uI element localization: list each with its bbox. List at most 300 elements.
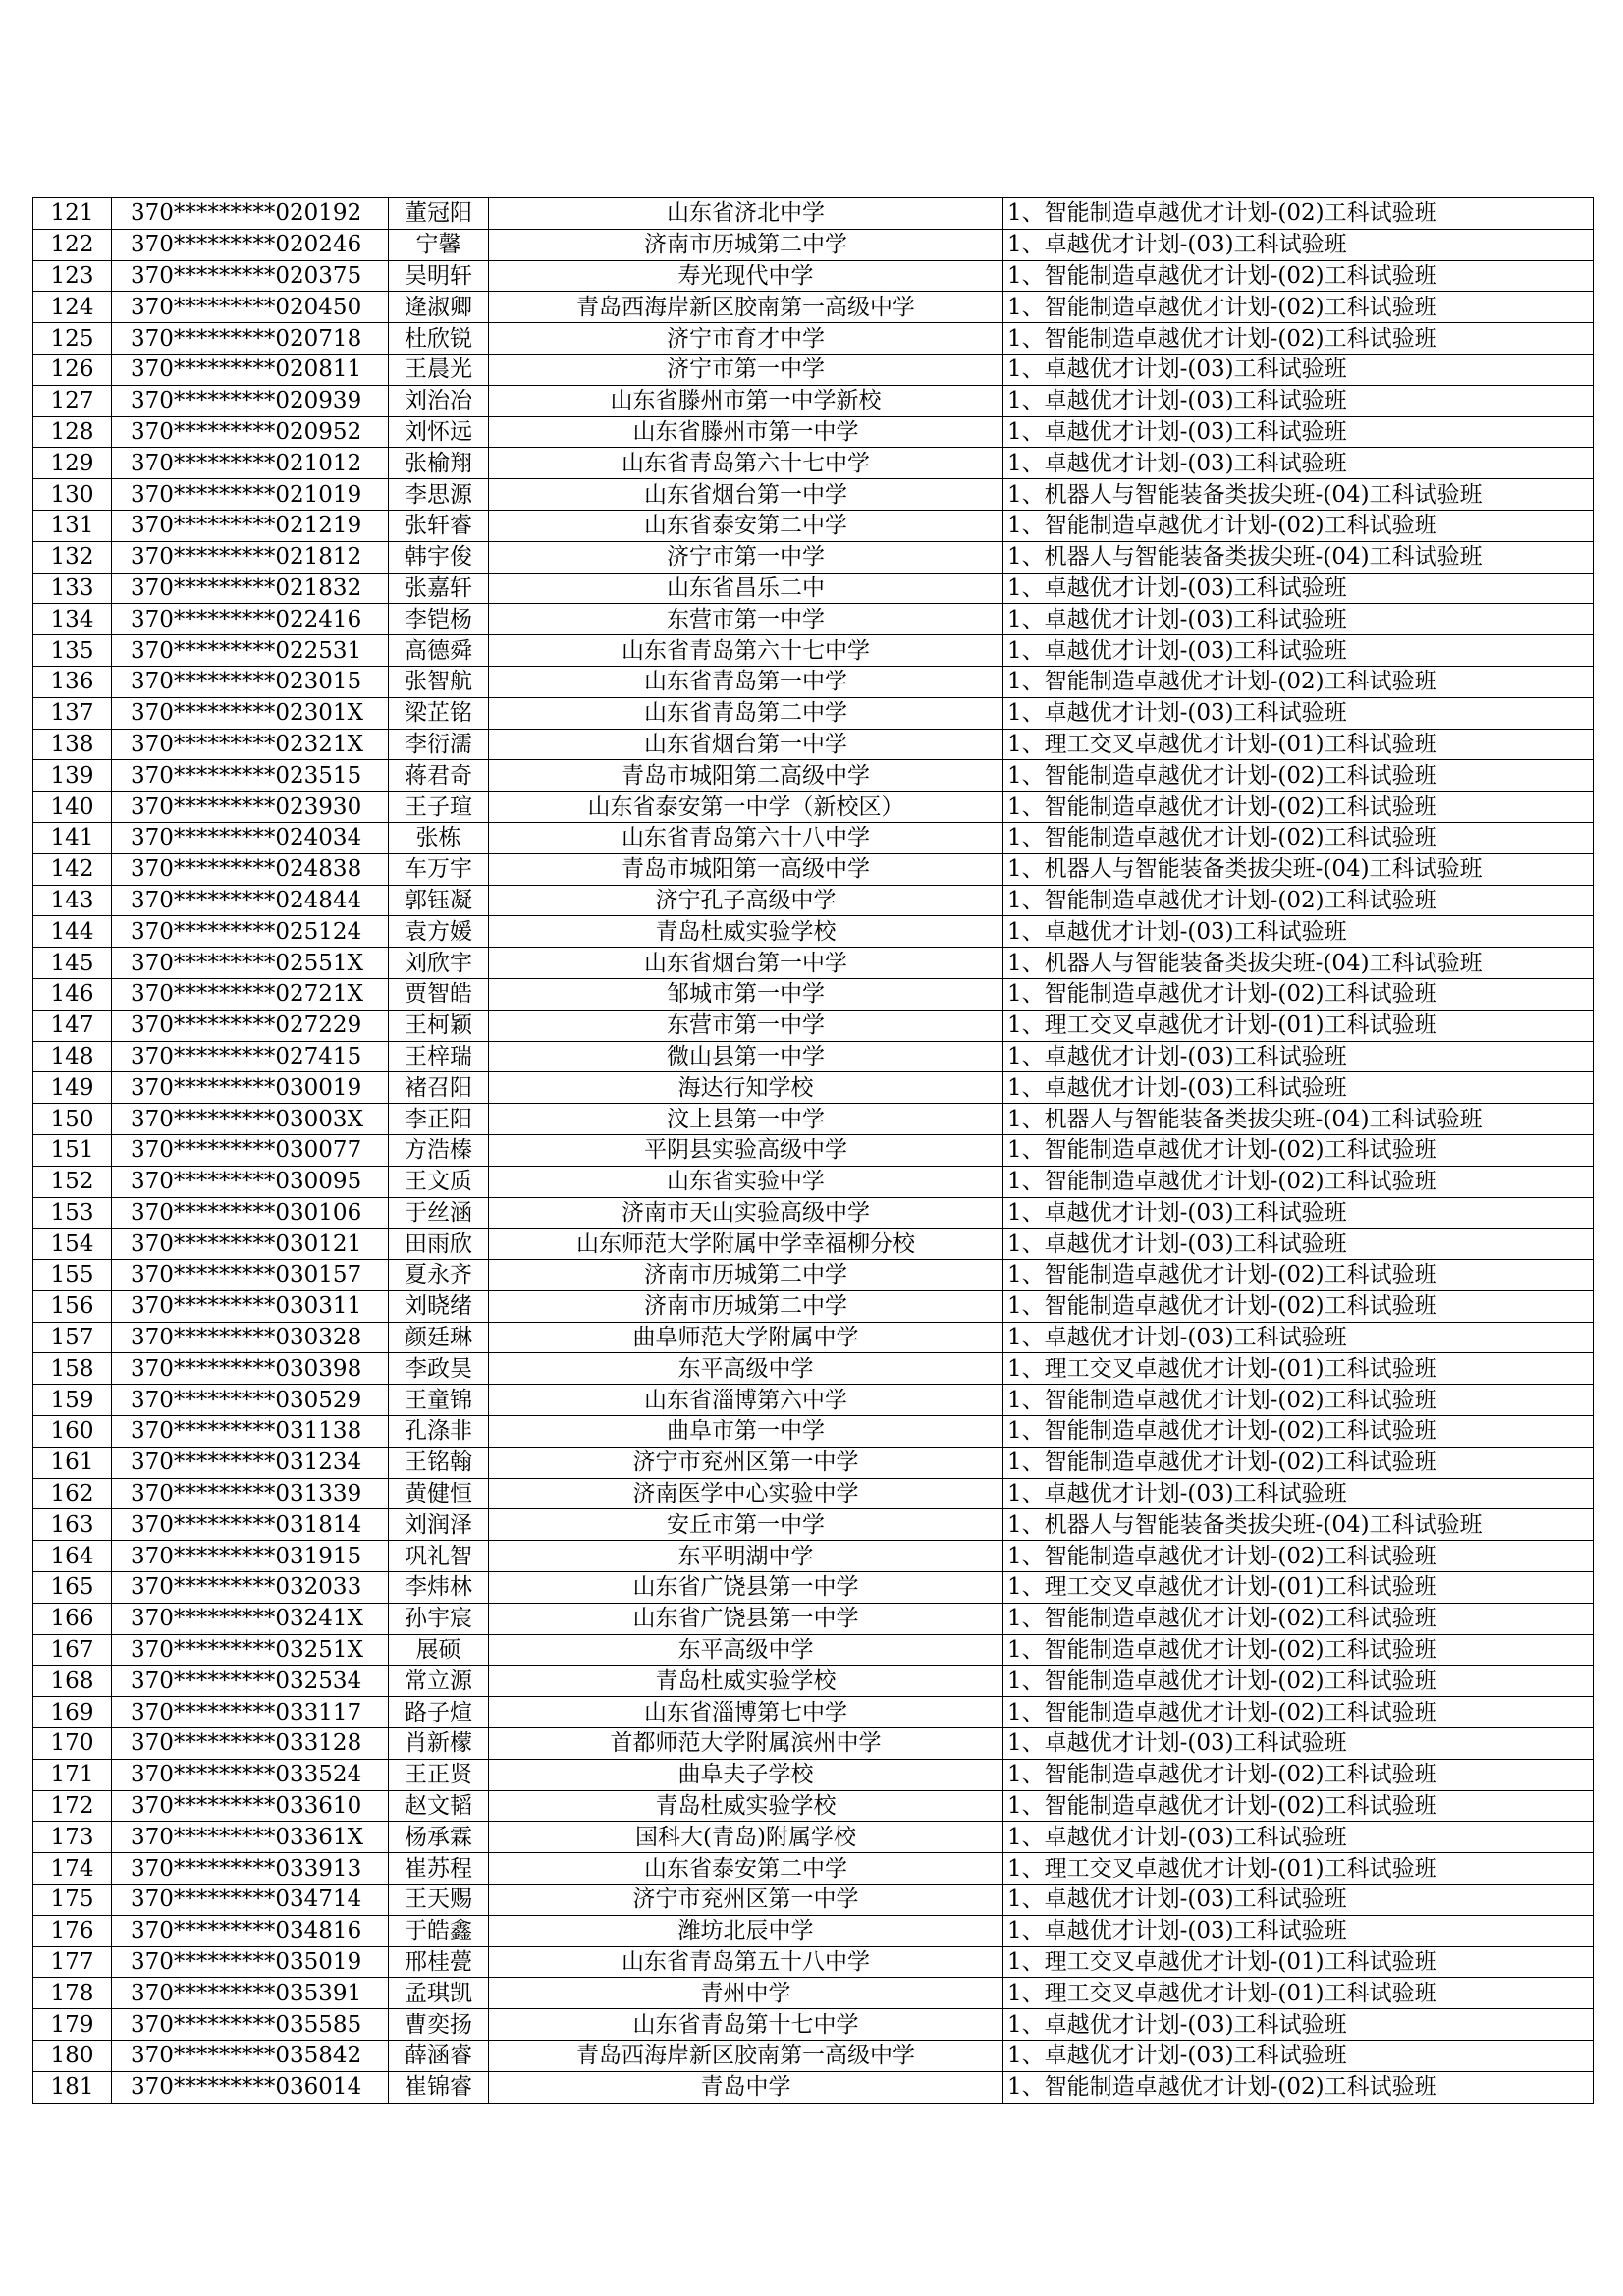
student-id-cell: 370*********03241X	[112, 1603, 389, 1634]
student-id-cell: 370*********030398	[112, 1353, 389, 1385]
table-row	[33, 792, 1594, 823]
table-row	[33, 1697, 1594, 1728]
school-cell: 曲阜市第一中学	[489, 1416, 1003, 1448]
student-name-cell: 杜欣锐	[389, 323, 489, 355]
row-number-cell: 149	[33, 1072, 112, 1104]
program-cell: 1、智能制造卓越优才计划-(02)工科试验班	[1003, 792, 1594, 823]
student-name-cell: 邢桂甍	[389, 1946, 489, 1978]
student-id-cell: 370*********035585	[112, 2009, 389, 2041]
program-cell: 1、卓越优才计划-(03)工科试验班	[1003, 573, 1594, 604]
row-number-cell: 126	[33, 354, 112, 385]
row-number-cell: 163	[33, 1509, 112, 1541]
table-row	[33, 729, 1594, 760]
table-row	[33, 635, 1594, 667]
table-row	[33, 1885, 1594, 1916]
row-number-cell: 158	[33, 1353, 112, 1385]
student-id-cell: 370*********021012	[112, 448, 389, 479]
student-id-cell: 370*********031234	[112, 1447, 389, 1478]
program-cell: 1、智能制造卓越优才计划-(02)工科试验班	[1003, 292, 1594, 323]
student-id-cell: 370*********02551X	[112, 948, 389, 979]
student-name-cell: 刘晓绪	[389, 1290, 489, 1322]
student-id-cell: 370*********031138	[112, 1416, 389, 1448]
table-row	[33, 1010, 1594, 1041]
admission-roster-table	[32, 197, 1594, 2104]
student-id-cell: 370*********021019	[112, 479, 389, 511]
student-name-cell: 孙宇宸	[389, 1603, 489, 1634]
program-cell: 1、智能制造卓越优才计划-(02)工科试验班	[1003, 1666, 1594, 1697]
school-cell: 青岛市城阳第二高级中学	[489, 760, 1003, 792]
student-id-cell: 370*********02321X	[112, 729, 389, 760]
program-cell: 1、理工交叉卓越优才计划-(01)工科试验班	[1003, 729, 1594, 760]
school-cell: 山东省济北中学	[489, 198, 1003, 230]
student-name-cell: 肖新檬	[389, 1728, 489, 1760]
student-id-cell: 370*********020450	[112, 292, 389, 323]
student-name-cell: 路子煊	[389, 1697, 489, 1728]
program-cell: 1、智能制造卓越优才计划-(02)工科试验班	[1003, 510, 1594, 541]
program-cell: 1、机器人与智能装备类拔尖班-(04)工科试验班	[1003, 948, 1594, 979]
row-number-cell: 147	[33, 1010, 112, 1041]
table-row	[33, 479, 1594, 511]
program-cell: 1、智能制造卓越优才计划-(02)工科试验班	[1003, 1790, 1594, 1822]
student-name-cell: 崔锦睿	[389, 2071, 489, 2103]
school-cell: 东平明湖中学	[489, 1541, 1003, 1572]
student-id-cell: 370*********022531	[112, 635, 389, 667]
row-number-cell: 141	[33, 822, 112, 853]
row-number-cell: 121	[33, 198, 112, 230]
school-cell: 济南市历城第二中学	[489, 1290, 1003, 1322]
program-cell: 1、智能制造卓越优才计划-(02)工科试验班	[1003, 1290, 1594, 1322]
program-cell: 1、智能制造卓越优才计划-(02)工科试验班	[1003, 1166, 1594, 1197]
table-row	[33, 323, 1594, 355]
school-cell: 青岛杜威实验学校	[489, 916, 1003, 948]
student-name-cell: 王天赐	[389, 1885, 489, 1916]
row-number-cell: 175	[33, 1885, 112, 1916]
table-row	[33, 1978, 1594, 2009]
student-name-cell: 李正阳	[389, 1104, 489, 1135]
program-cell: 1、理工交叉卓越优才计划-(01)工科试验班	[1003, 1010, 1594, 1041]
program-cell: 1、卓越优才计划-(03)工科试验班	[1003, 354, 1594, 385]
student-id-cell: 370*********020192	[112, 198, 389, 230]
table-row	[33, 1229, 1594, 1260]
program-cell: 1、卓越优才计划-(03)工科试验班	[1003, 1478, 1594, 1509]
table-row	[33, 1353, 1594, 1385]
row-number-cell: 129	[33, 448, 112, 479]
table-row	[33, 885, 1594, 916]
row-number-cell: 168	[33, 1666, 112, 1697]
table-row	[33, 1759, 1594, 1790]
table-row	[33, 416, 1594, 448]
program-cell: 1、卓越优才计划-(03)工科试验班	[1003, 604, 1594, 635]
student-name-cell: 张嘉轩	[389, 573, 489, 604]
student-id-cell: 370*********03361X	[112, 1822, 389, 1853]
table-row	[33, 1728, 1594, 1760]
table-row	[33, 2009, 1594, 2041]
school-cell: 微山县第一中学	[489, 1041, 1003, 1072]
student-name-cell: 孔涤非	[389, 1416, 489, 1448]
school-cell: 安丘市第一中学	[489, 1509, 1003, 1541]
school-cell: 潍坊北辰中学	[489, 1915, 1003, 1946]
school-cell: 东平高级中学	[489, 1353, 1003, 1385]
table-row	[33, 978, 1594, 1010]
table-row	[33, 760, 1594, 792]
row-number-cell: 171	[33, 1759, 112, 1790]
school-cell: 济宁市兖州区第一中学	[489, 1447, 1003, 1478]
program-cell: 1、机器人与智能装备类拔尖班-(04)工科试验班	[1003, 479, 1594, 511]
program-cell: 1、机器人与智能装备类拔尖班-(04)工科试验班	[1003, 1509, 1594, 1541]
school-cell: 济宁市育才中学	[489, 323, 1003, 355]
student-id-cell: 370*********036014	[112, 2071, 389, 2103]
row-number-cell: 133	[33, 573, 112, 604]
row-number-cell: 174	[33, 1853, 112, 1885]
table-row	[33, 1197, 1594, 1229]
student-name-cell: 车万宇	[389, 853, 489, 885]
student-id-cell: 370*********020375	[112, 260, 389, 292]
student-id-cell: 370*********030311	[112, 1290, 389, 1322]
row-number-cell: 159	[33, 1385, 112, 1416]
row-number-cell: 140	[33, 792, 112, 823]
table-row	[33, 1603, 1594, 1634]
row-number-cell: 144	[33, 916, 112, 948]
program-cell: 1、卓越优才计划-(03)工科试验班	[1003, 1072, 1594, 1104]
program-cell: 1、智能制造卓越优才计划-(02)工科试验班	[1003, 1416, 1594, 1448]
row-number-cell: 162	[33, 1478, 112, 1509]
school-cell: 山东省青岛第六十八中学	[489, 822, 1003, 853]
school-cell: 山东省广饶县第一中学	[489, 1572, 1003, 1604]
student-id-cell: 370*********033117	[112, 1697, 389, 1728]
school-cell: 济宁市第一中学	[489, 354, 1003, 385]
program-cell: 1、智能制造卓越优才计划-(02)工科试验班	[1003, 323, 1594, 355]
student-name-cell: 高德舜	[389, 635, 489, 667]
school-cell: 邹城市第一中学	[489, 978, 1003, 1010]
program-cell: 1、机器人与智能装备类拔尖班-(04)工科试验班	[1003, 1104, 1594, 1135]
student-id-cell: 370*********030019	[112, 1072, 389, 1104]
program-cell: 1、智能制造卓越优才计划-(02)工科试验班	[1003, 1697, 1594, 1728]
student-name-cell: 张轩睿	[389, 510, 489, 541]
school-cell: 山东省青岛第六十七中学	[489, 448, 1003, 479]
student-id-cell: 370*********020718	[112, 323, 389, 355]
student-id-cell: 370*********02721X	[112, 978, 389, 1010]
student-id-cell: 370*********027229	[112, 1010, 389, 1041]
program-cell: 1、卓越优才计划-(03)工科试验班	[1003, 1041, 1594, 1072]
row-number-cell: 170	[33, 1728, 112, 1760]
program-cell: 1、卓越优才计划-(03)工科试验班	[1003, 1822, 1594, 1853]
table-row	[33, 1104, 1594, 1135]
student-name-cell: 崔苏程	[389, 1853, 489, 1885]
student-name-cell: 展硕	[389, 1634, 489, 1666]
school-cell: 青岛市城阳第一高级中学	[489, 853, 1003, 885]
student-id-cell: 370*********034816	[112, 1915, 389, 1946]
student-name-cell: 夏永齐	[389, 1260, 489, 1291]
school-cell: 青岛杜威实验学校	[489, 1666, 1003, 1697]
program-cell: 1、卓越优才计划-(03)工科试验班	[1003, 916, 1594, 948]
row-number-cell: 154	[33, 1229, 112, 1260]
school-cell: 山东省泰安第一中学（新校区）	[489, 792, 1003, 823]
program-cell: 1、机器人与智能装备类拔尖班-(04)工科试验班	[1003, 853, 1594, 885]
student-id-cell: 370*********023515	[112, 760, 389, 792]
table-row	[33, 1166, 1594, 1197]
student-name-cell: 蒋君奇	[389, 760, 489, 792]
table-row	[33, 1478, 1594, 1509]
student-id-cell: 370*********030328	[112, 1322, 389, 1353]
student-id-cell: 370*********027415	[112, 1041, 389, 1072]
row-number-cell: 132	[33, 541, 112, 573]
program-cell: 1、智能制造卓越优才计划-(02)工科试验班	[1003, 198, 1594, 230]
student-name-cell: 杨承霖	[389, 1822, 489, 1853]
table-row	[33, 198, 1594, 230]
table-row	[33, 260, 1594, 292]
student-name-cell: 于丝涵	[389, 1197, 489, 1229]
program-cell: 1、卓越优才计划-(03)工科试验班	[1003, 1229, 1594, 1260]
program-cell: 1、智能制造卓越优才计划-(02)工科试验班	[1003, 1134, 1594, 1166]
row-number-cell: 165	[33, 1572, 112, 1604]
table-row	[33, 573, 1594, 604]
program-cell: 1、理工交叉卓越优才计划-(01)工科试验班	[1003, 1978, 1594, 2009]
student-id-cell: 370*********030106	[112, 1197, 389, 1229]
roster-sheet	[32, 197, 1594, 2104]
program-cell: 1、智能制造卓越优才计划-(02)工科试验班	[1003, 1634, 1594, 1666]
student-name-cell: 黄健恒	[389, 1478, 489, 1509]
student-name-cell: 袁方媛	[389, 916, 489, 948]
school-cell: 济南医学中心实验中学	[489, 1478, 1003, 1509]
row-number-cell: 173	[33, 1822, 112, 1853]
table-row	[33, 1447, 1594, 1478]
row-number-cell: 142	[33, 853, 112, 885]
school-cell: 曲阜师范大学附属中学	[489, 1322, 1003, 1353]
school-cell: 平阴县实验高级中学	[489, 1134, 1003, 1166]
table-row	[33, 1572, 1594, 1604]
student-id-cell: 370*********034714	[112, 1885, 389, 1916]
student-name-cell: 逄淑卿	[389, 292, 489, 323]
program-cell: 1、理工交叉卓越优才计划-(01)工科试验班	[1003, 1946, 1594, 1978]
school-cell: 国科大(青岛)附属学校	[489, 1822, 1003, 1853]
school-cell: 山东省泰安第二中学	[489, 510, 1003, 541]
student-name-cell: 张栋	[389, 822, 489, 853]
school-cell: 济宁市兖州区第一中学	[489, 1885, 1003, 1916]
school-cell: 山东省昌乐二中	[489, 573, 1003, 604]
student-id-cell: 370*********03003X	[112, 1104, 389, 1135]
student-id-cell: 370*********020811	[112, 354, 389, 385]
row-number-cell: 130	[33, 479, 112, 511]
school-cell: 青州中学	[489, 1978, 1003, 2009]
row-number-cell: 148	[33, 1041, 112, 1072]
program-cell: 1、理工交叉卓越优才计划-(01)工科试验班	[1003, 1353, 1594, 1385]
school-cell: 青岛中学	[489, 2071, 1003, 2103]
table-row	[33, 948, 1594, 979]
row-number-cell: 172	[33, 1790, 112, 1822]
row-number-cell: 157	[33, 1322, 112, 1353]
program-cell: 1、卓越优才计划-(03)工科试验班	[1003, 229, 1594, 260]
program-cell: 1、智能制造卓越优才计划-(02)工科试验班	[1003, 978, 1594, 1010]
row-number-cell: 139	[33, 760, 112, 792]
row-number-cell: 128	[33, 416, 112, 448]
school-cell: 山东省泰安第二中学	[489, 1853, 1003, 1885]
program-cell: 1、智能制造卓越优才计划-(02)工科试验班	[1003, 1603, 1594, 1634]
student-id-cell: 370*********030077	[112, 1134, 389, 1166]
program-cell: 1、智能制造卓越优才计划-(02)工科试验班	[1003, 1759, 1594, 1790]
school-cell: 济宁孔子高级中学	[489, 885, 1003, 916]
row-number-cell: 145	[33, 948, 112, 979]
row-number-cell: 122	[33, 229, 112, 260]
student-name-cell: 刘欣宇	[389, 948, 489, 979]
student-id-cell: 370*********021832	[112, 573, 389, 604]
program-cell: 1、卓越优才计划-(03)工科试验班	[1003, 416, 1594, 448]
table-row	[33, 2041, 1594, 2072]
school-cell: 山东省烟台第一中学	[489, 729, 1003, 760]
school-cell: 首都师范大学附属滨州中学	[489, 1728, 1003, 1760]
student-id-cell: 370*********021812	[112, 541, 389, 573]
program-cell: 1、理工交叉卓越优才计划-(01)工科试验班	[1003, 1572, 1594, 1604]
row-number-cell: 127	[33, 385, 112, 416]
student-name-cell: 田雨欣	[389, 1229, 489, 1260]
program-cell: 1、卓越优才计划-(03)工科试验班	[1003, 2041, 1594, 2072]
student-name-cell: 王文质	[389, 1166, 489, 1197]
row-number-cell: 152	[33, 1166, 112, 1197]
student-name-cell: 于皓鑫	[389, 1915, 489, 1946]
student-id-cell: 370*********031814	[112, 1509, 389, 1541]
student-id-cell: 370*********024844	[112, 885, 389, 916]
school-cell: 济宁市第一中学	[489, 541, 1003, 573]
school-cell: 山东省烟台第一中学	[489, 479, 1003, 511]
student-name-cell: 王梓瑞	[389, 1041, 489, 1072]
student-id-cell: 370*********021219	[112, 510, 389, 541]
table-row	[33, 1634, 1594, 1666]
student-name-cell: 李炜林	[389, 1572, 489, 1604]
program-cell: 1、机器人与智能装备类拔尖班-(04)工科试验班	[1003, 541, 1594, 573]
table-row	[33, 1541, 1594, 1572]
school-cell: 山东省滕州市第一中学	[489, 416, 1003, 448]
table-row	[33, 1290, 1594, 1322]
row-number-cell: 124	[33, 292, 112, 323]
student-name-cell: 巩礼智	[389, 1541, 489, 1572]
table-row	[33, 2071, 1594, 2103]
school-cell: 山东省青岛第二中学	[489, 697, 1003, 729]
student-name-cell: 李衍濡	[389, 729, 489, 760]
student-id-cell: 370*********032534	[112, 1666, 389, 1697]
student-name-cell: 贾智皓	[389, 978, 489, 1010]
student-name-cell: 张智航	[389, 666, 489, 697]
row-number-cell: 160	[33, 1416, 112, 1448]
program-cell: 1、智能制造卓越优才计划-(02)工科试验班	[1003, 1385, 1594, 1416]
school-cell: 山东省青岛第六十七中学	[489, 635, 1003, 667]
program-cell: 1、智能制造卓越优才计划-(02)工科试验班	[1003, 822, 1594, 853]
school-cell: 山东省淄博第六中学	[489, 1385, 1003, 1416]
table-row	[33, 697, 1594, 729]
row-number-cell: 161	[33, 1447, 112, 1478]
student-name-cell: 宁馨	[389, 229, 489, 260]
student-id-cell: 370*********033524	[112, 1759, 389, 1790]
student-id-cell: 370*********035019	[112, 1946, 389, 1978]
student-name-cell: 梁芷铭	[389, 697, 489, 729]
school-cell: 东平高级中学	[489, 1634, 1003, 1666]
table-row	[33, 1946, 1594, 1978]
student-name-cell: 吴明轩	[389, 260, 489, 292]
table-row	[33, 1416, 1594, 1448]
student-name-cell: 李铠杨	[389, 604, 489, 635]
program-cell: 1、卓越优才计划-(03)工科试验班	[1003, 448, 1594, 479]
student-id-cell: 370*********020952	[112, 416, 389, 448]
student-id-cell: 370*********030529	[112, 1385, 389, 1416]
school-cell: 济南市历城第二中学	[489, 229, 1003, 260]
student-name-cell: 孟琪凯	[389, 1978, 489, 2009]
student-name-cell: 王正贤	[389, 1759, 489, 1790]
student-name-cell: 王晨光	[389, 354, 489, 385]
program-cell: 1、智能制造卓越优才计划-(02)工科试验班	[1003, 760, 1594, 792]
school-cell: 山东省滕州市第一中学新校	[489, 385, 1003, 416]
student-name-cell: 王童锦	[389, 1385, 489, 1416]
school-cell: 济南市历城第二中学	[489, 1260, 1003, 1291]
program-cell: 1、智能制造卓越优才计划-(02)工科试验班	[1003, 1541, 1594, 1572]
table-row	[33, 1790, 1594, 1822]
school-cell: 青岛西海岸新区胶南第一高级中学	[489, 2041, 1003, 2072]
table-row	[33, 604, 1594, 635]
student-id-cell: 370*********033610	[112, 1790, 389, 1822]
student-id-cell: 370*********03251X	[112, 1634, 389, 1666]
student-id-cell: 370*********031339	[112, 1478, 389, 1509]
table-row	[33, 1666, 1594, 1697]
row-number-cell: 137	[33, 697, 112, 729]
program-cell: 1、卓越优才计划-(03)工科试验班	[1003, 1322, 1594, 1353]
program-cell: 1、卓越优才计划-(03)工科试验班	[1003, 635, 1594, 667]
program-cell: 1、智能制造卓越优才计划-(02)工科试验班	[1003, 885, 1594, 916]
table-row	[33, 916, 1594, 948]
table-row	[33, 1322, 1594, 1353]
table-row	[33, 1915, 1594, 1946]
student-id-cell: 370*********035842	[112, 2041, 389, 2072]
table-row	[33, 1134, 1594, 1166]
row-number-cell: 177	[33, 1946, 112, 1978]
program-cell: 1、卓越优才计划-(03)工科试验班	[1003, 2009, 1594, 2041]
student-id-cell: 370*********033913	[112, 1853, 389, 1885]
row-number-cell: 135	[33, 635, 112, 667]
school-cell: 寿光现代中学	[489, 260, 1003, 292]
student-id-cell: 370*********035391	[112, 1978, 389, 2009]
school-cell: 东营市第一中学	[489, 604, 1003, 635]
program-cell: 1、卓越优才计划-(03)工科试验班	[1003, 1915, 1594, 1946]
row-number-cell: 166	[33, 1603, 112, 1634]
program-cell: 1、智能制造卓越优才计划-(02)工科试验班	[1003, 666, 1594, 697]
table-row	[33, 354, 1594, 385]
row-number-cell: 176	[33, 1915, 112, 1946]
row-number-cell: 146	[33, 978, 112, 1010]
school-cell: 山东师范大学附属中学幸福柳分校	[489, 1229, 1003, 1260]
student-id-cell: 370*********030095	[112, 1166, 389, 1197]
student-id-cell: 370*********030157	[112, 1260, 389, 1291]
row-number-cell: 134	[33, 604, 112, 635]
row-number-cell: 138	[33, 729, 112, 760]
program-cell: 1、智能制造卓越优才计划-(02)工科试验班	[1003, 1260, 1594, 1291]
table-row	[33, 666, 1594, 697]
school-cell: 青岛杜威实验学校	[489, 1790, 1003, 1822]
table-row	[33, 1385, 1594, 1416]
school-cell: 山东省广饶县第一中学	[489, 1603, 1003, 1634]
student-name-cell: 郭钰凝	[389, 885, 489, 916]
table-row	[33, 510, 1594, 541]
row-number-cell: 179	[33, 2009, 112, 2041]
student-id-cell: 370*********02301X	[112, 697, 389, 729]
student-id-cell: 370*********022416	[112, 604, 389, 635]
school-cell: 海达行知学校	[489, 1072, 1003, 1104]
row-number-cell: 156	[33, 1290, 112, 1322]
student-name-cell: 褚召阳	[389, 1072, 489, 1104]
student-id-cell: 370*********030121	[112, 1229, 389, 1260]
row-number-cell: 123	[33, 260, 112, 292]
table-row	[33, 822, 1594, 853]
student-name-cell: 王子瑄	[389, 792, 489, 823]
row-number-cell: 155	[33, 1260, 112, 1291]
student-id-cell: 370*********031915	[112, 1541, 389, 1572]
school-cell: 山东省青岛第十七中学	[489, 2009, 1003, 2041]
school-cell: 汶上县第一中学	[489, 1104, 1003, 1135]
